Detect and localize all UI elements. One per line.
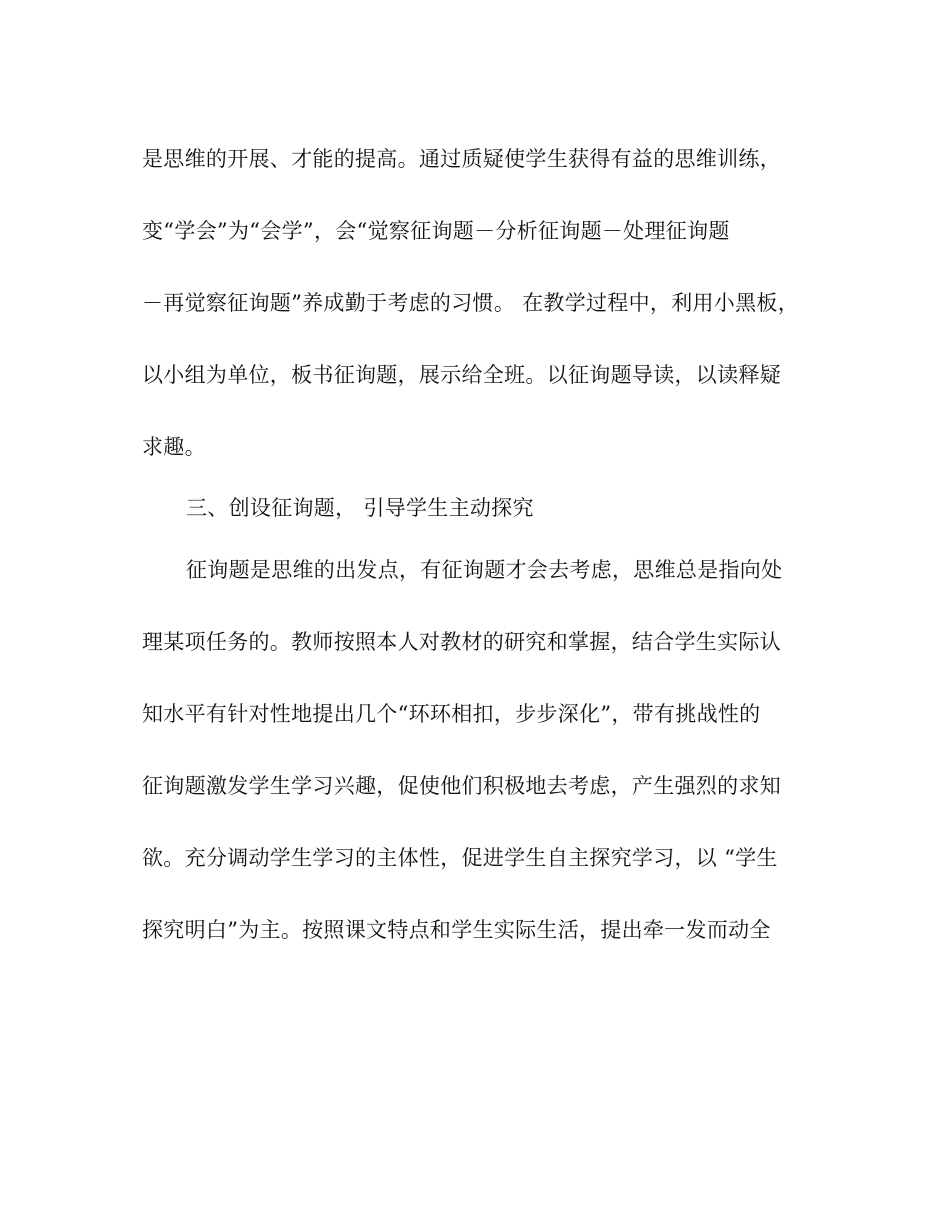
paragraph-line: 以小组为单位，板书征询题，展示给全班。以征询题导读，以读释疑 <box>142 363 781 387</box>
paragraph-line: 欲。充分调动学生学习的主体性，促进学生自主探究学习，以 “学生 <box>142 846 778 870</box>
section-heading: 三、创设征询题， 引导学生主动探究 <box>186 496 534 520</box>
paragraph-line: －再觉察征询题”养成勤于考虑的习惯。 在教学过程中，利用小黑板， <box>142 291 800 315</box>
paragraph-line: 变“学会”为“会学”，会“觉察征询题－分析征询题－处理征询题 <box>142 219 730 243</box>
paragraph-line: 知水平有针对性地提出几个“环环相扣，步步深化”，带有挑战性的 <box>142 702 761 726</box>
paragraph-line: 是思维的开展、才能的提高。通过质疑使学生获得有益的思维训练， <box>142 147 781 171</box>
paragraph-line: 征询题是思维的出发点，有征询题才会去考虑，思维总是指向处 <box>186 558 783 582</box>
paragraph-line: 征询题激发学生学习兴趣，促使他们积极地去考虑，产生强烈的求知 <box>142 774 781 798</box>
paragraph-line: 探究明白”为主。按照课文特点和学生实际生活，提出牵一发而动全 <box>142 918 771 942</box>
paragraph-line: 求趣。 <box>142 435 206 459</box>
paragraph-line: 理某项任务的。教师按照本人对教材的研究和掌握，结合学生实际认 <box>142 630 781 654</box>
